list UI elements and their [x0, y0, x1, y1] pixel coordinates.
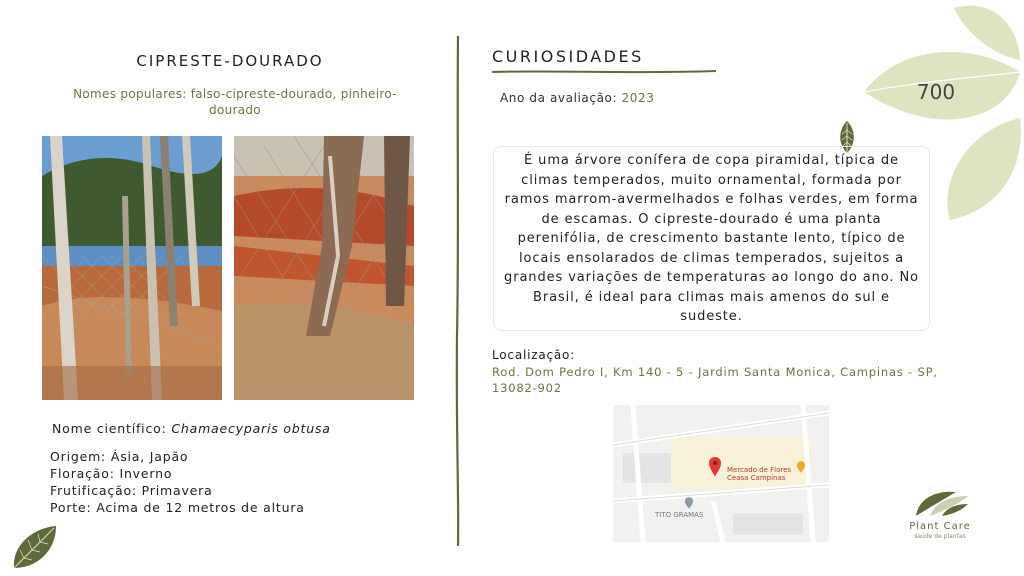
scientific-name-label: Nome científico: — [52, 421, 167, 436]
section-title: CURIOSIDADES — [492, 47, 644, 66]
page-title: CIPRESTE-DOURADO — [136, 52, 324, 70]
tree-photo-1 — [42, 136, 222, 400]
brand-logo-icon — [912, 488, 970, 520]
evaluation-year-value: 2023 — [621, 91, 655, 105]
vertical-divider — [452, 36, 464, 546]
brand-tagline: saúde de plantas — [914, 533, 966, 540]
fact-flowering: Floração: Inverno — [50, 466, 173, 481]
location-label: Localização: — [492, 348, 576, 362]
location-map[interactable] — [613, 405, 829, 542]
evaluation-year-label: Ano da avaliação: — [500, 91, 618, 105]
evaluation-year — [500, 91, 655, 105]
popular-names: Nomes populares: falso-cipreste-dourado, pinheiro-dourado — [73, 87, 397, 117]
fact-fruiting: Frutificação: Primavera — [50, 483, 213, 498]
tree-photo-2 — [234, 136, 414, 400]
description-box: É uma árvore conífera de copa piramidal, típica de climas temperados, muito ornamental, formada por ramos marrom-avermelhados e folhas verdes, em forma de escamas. O cipreste-dourado é uma planta perenifólia, de crescimento bastante lento, típico de locais ensolarados de climas temperados, sujeitos a grandes variações de temperaturas ao longo do ano. No Brasil, é ideal para climas mais amenos do sul e sudeste. — [493, 146, 930, 331]
scientific-name — [52, 421, 331, 436]
map-place-line2: Ceasa Campinas — [727, 474, 786, 482]
map-place-line1: Mercado de Flores — [727, 466, 792, 474]
fact-origin: Origem: Ásia, Japão — [50, 449, 189, 464]
leaf-corner-decoration — [10, 522, 60, 572]
scientific-name-value: Chamaecyparis obtusa — [171, 421, 331, 436]
brand-name: Plant Care — [909, 521, 971, 532]
title-underline — [492, 68, 716, 76]
map-secondary-label: TITO GRAMAS — [655, 511, 704, 519]
plant-facts — [50, 448, 305, 516]
evaluation-count: 700 — [916, 80, 956, 104]
map-place-label — [727, 466, 791, 482]
fact-size: Porte: Acima de 12 metros de altura — [50, 500, 305, 515]
location-address: Rod. Dom Pedro I, Km 140 - 5 - Jardim Santa Monica, Campinas - SP, 13082-902 — [492, 365, 938, 395]
